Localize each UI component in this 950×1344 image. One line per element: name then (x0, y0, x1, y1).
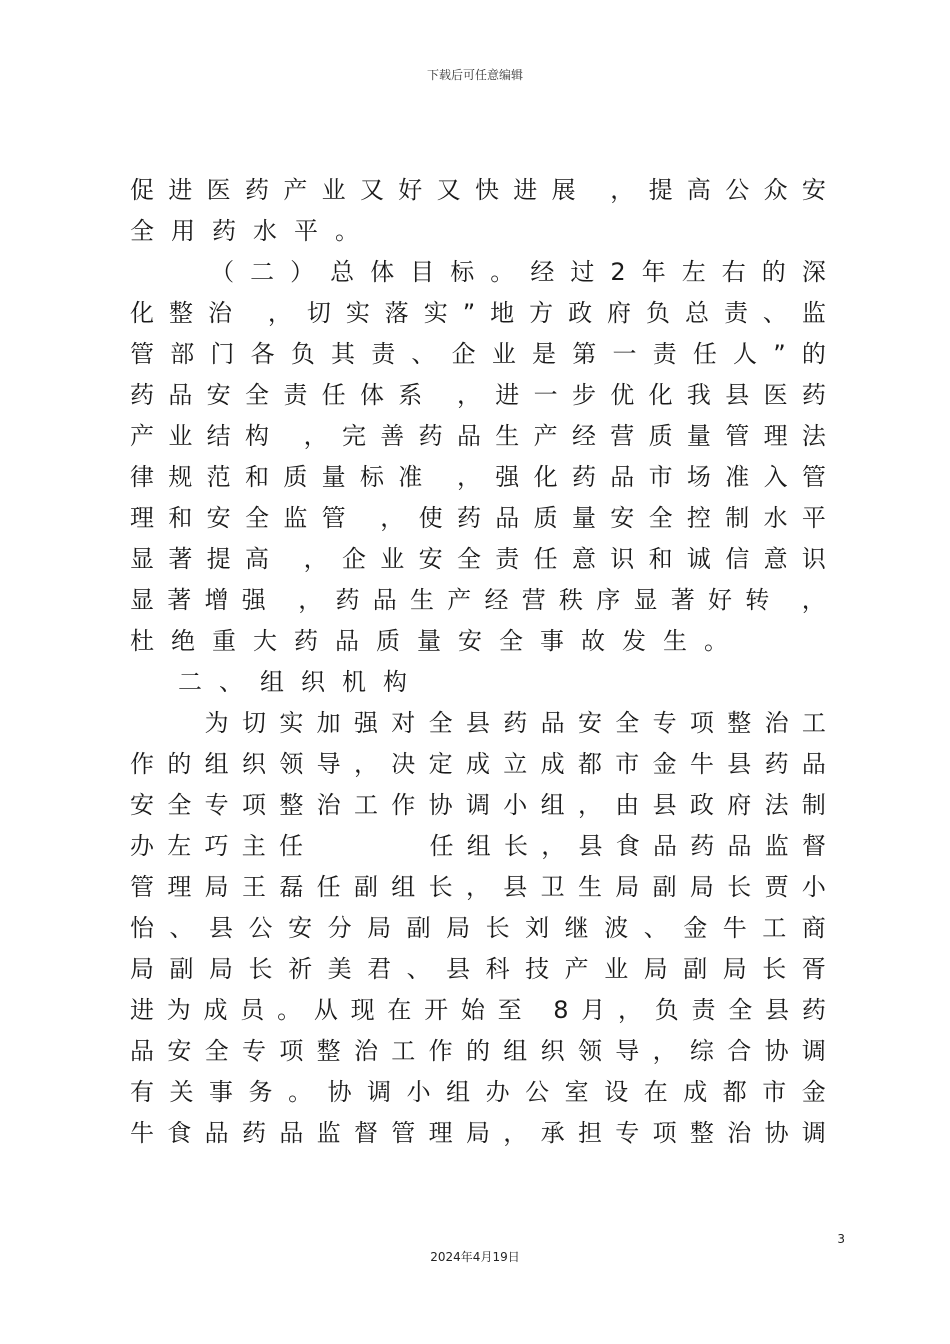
text-line: 杜 绝 重 大 药 品 质 量 安 全 事 故 发 生 。 (130, 627, 728, 655)
text-line: 安 全 专 项 整 治 工 作 协 调 小 组 ， 由 县 政 府 法 制 (130, 791, 826, 819)
text-line: 有 关 事 务 。 协 调 小 组 办 公 室 设 在 成 都 市 金 (130, 1078, 826, 1106)
text-line: 律 规 范 和 质 量 标 准 ， 强 化 药 品 市 场 准 入 管 (130, 463, 826, 491)
text-line: 管 部 门 各 负 其 责 、 企 业 是 第 一 责 任 人 ” 的 (130, 340, 826, 368)
text-line: 化 整 治 ， 切 实 落 实 ” 地 方 政 府 负 总 责 、 监 (130, 299, 826, 327)
text-line: 促 进 医 药 产 业 又 好 又 快 进 展 ， 提 高 公 众 安 (130, 176, 826, 204)
text-line: 产 业 结 构 ， 完 善 药 品 生 产 经 营 质 量 管 理 法 (130, 422, 826, 450)
text-line: （ 二 ） 总 体 目 标 。 经 过 2 年 左 右 的 深 (210, 258, 826, 286)
document-body (130, 170, 826, 1154)
text-line: 品 安 全 专 项 整 治 工 作 的 组 织 领 导 ， 综 合 协 调 (130, 1037, 826, 1065)
text-line: 药 品 安 全 责 任 体 系 ， 进 一 步 优 化 我 县 医 药 (130, 381, 826, 409)
page-footer-date: 2024年4月19日 (430, 1250, 520, 1264)
text-line: 二 、 组 织 机 构 (178, 668, 407, 696)
text-line: 显 著 提 高 ， 企 业 安 全 责 任 意 识 和 诚 信 意 识 (130, 545, 826, 573)
text-line: 牛 食 品 药 品 监 督 管 理 局 ， 承 担 专 项 整 治 协 调 (130, 1119, 826, 1147)
text-line: 全 用 药 水 平 。 (130, 217, 359, 245)
page-header: 下载后可任意编辑 (426, 68, 523, 82)
text-line: 显 著 增 强 ， 药 品 生 产 经 营 秩 序 显 著 好 转 ， (130, 586, 826, 614)
text-line: 进 为 成 员 。 从 现 在 开 始 至 8 月 ， 负 责 全 县 药 (130, 996, 826, 1024)
text-line: 管 理 局 王 磊 任 副 组 长 ， 县 卫 生 局 副 局 长 贾 小 (130, 873, 826, 901)
text-line: 怡 、 县 公 安 分 局 副 局 长 刘 继 波 、 金 牛 工 商 (130, 914, 826, 942)
text-line: 作 的 组 织 领 导 ， 决 定 成 立 成 都 市 金 牛 县 药 品 (130, 750, 826, 778)
text-line: 局 副 局 长 祈 美 君 、 县 科 技 产 业 局 副 局 长 胥 (130, 955, 826, 983)
text-line: 理 和 安 全 监 管 ， 使 药 品 质 量 安 全 控 制 水 平 (130, 504, 826, 532)
text-line: 办 左 巧 主 任 任 组 长 ， 县 食 品 药 品 监 督 (130, 832, 826, 860)
text-line: 为 切 实 加 强 对 全 县 药 品 安 全 专 项 整 治 工 (204, 709, 826, 737)
page-number: 3 (837, 1232, 845, 1246)
